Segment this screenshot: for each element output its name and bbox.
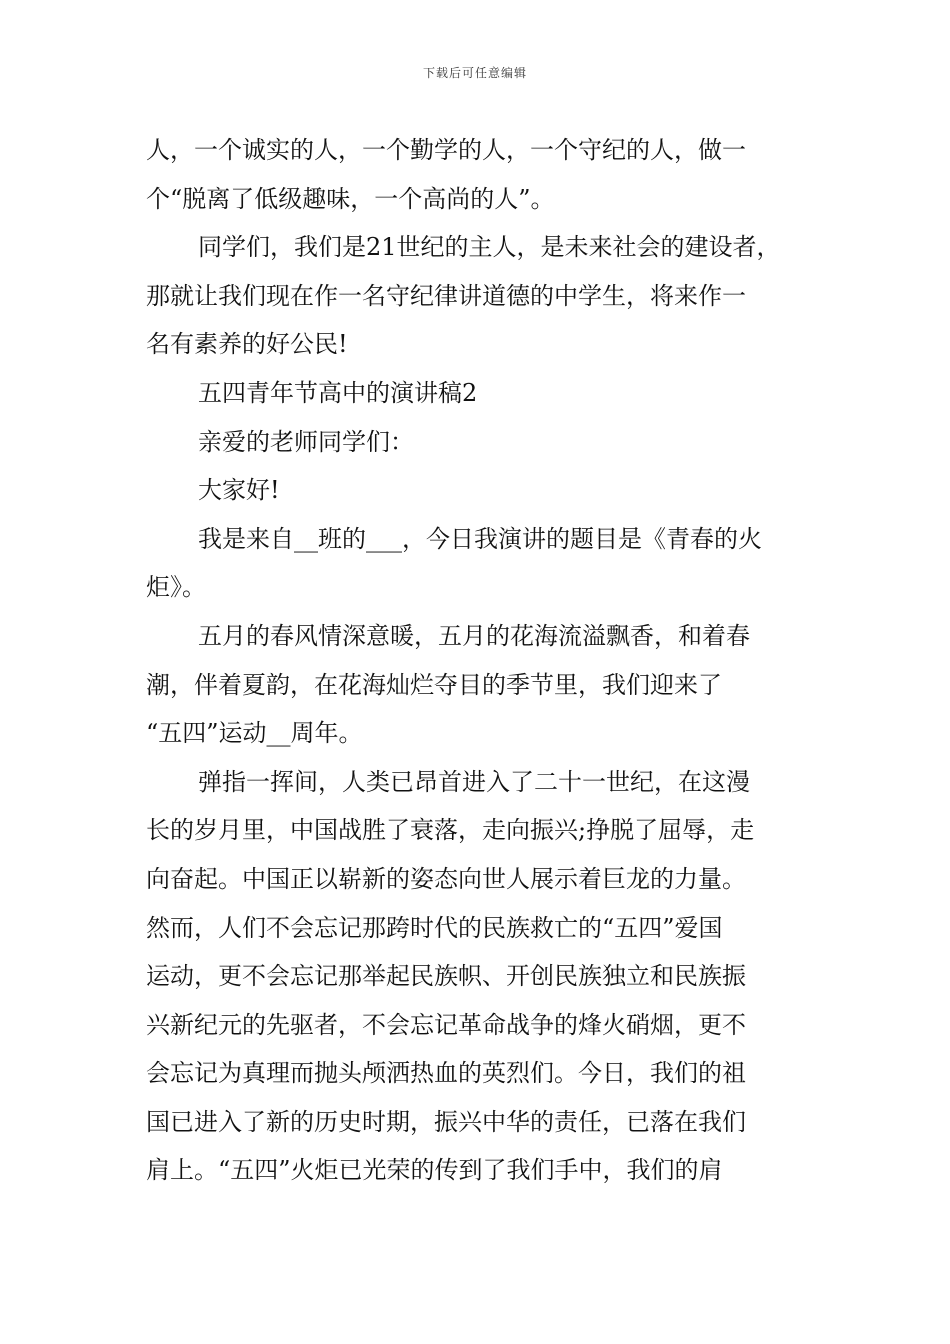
text-line: 弹指一挥间，人类已昂首进入了二十一世纪，在这漫 bbox=[198, 767, 750, 796]
paragraph bbox=[146, 612, 816, 758]
text-line: 运动，更不会忘记那举起民族帜、开创民族独立和民族振 bbox=[146, 962, 746, 991]
greeting bbox=[146, 466, 816, 515]
text-line: 向奋起。中国正以崭新的姿态向世人展示着巨龙的力量。 bbox=[146, 864, 746, 893]
text-line: 国已进入了新的历史时期，振兴中华的责任，已落在我们 bbox=[146, 1107, 746, 1136]
paragraph bbox=[146, 515, 816, 612]
text-line: 兴新纪元的先驱者，不会忘记革命战争的烽火硝烟，更不 bbox=[146, 1010, 746, 1039]
text-line: 肩上。“五四”火炬已光荣的传到了我们手中，我们的肩 bbox=[146, 1156, 723, 1185]
text-line: 那就让我们现在作一名守纪律讲道德的中学生，将来作一 bbox=[146, 281, 746, 310]
text-line: 炬》。 bbox=[146, 573, 206, 602]
text-line: 长的岁月里，中国战胜了衰落，走向振兴;挣脱了屈辱，走 bbox=[146, 816, 755, 845]
document-body bbox=[146, 126, 816, 1195]
text-line: 名有素养的好公民! bbox=[146, 330, 348, 359]
paragraph bbox=[146, 758, 816, 1195]
salutation bbox=[146, 418, 816, 467]
text-line: 会忘记为真理而抛头颅洒热血的英烈们。今日，我们的祖 bbox=[146, 1059, 746, 1088]
text-line: “五四”运动__周年。 bbox=[146, 719, 363, 748]
section-title bbox=[146, 369, 816, 418]
text-line: 个“脱离了低级趣味，一个高尚的人”。 bbox=[146, 184, 555, 213]
page-header: 下载后可任意编辑 bbox=[422, 66, 527, 80]
paragraph bbox=[146, 126, 816, 223]
paragraph bbox=[146, 223, 816, 369]
text-line: 然而，人们不会忘记那跨时代的民族救亡的“五四”爱国 bbox=[146, 913, 723, 942]
text-line: 亲爱的老师同学们： bbox=[198, 427, 414, 456]
text-line: 五月的春风情深意暖，五月的花海流溢飘香，和着春 bbox=[198, 621, 750, 650]
text-line: 同学们，我们是21世纪的主人，是未来社会的建设者， bbox=[198, 233, 781, 262]
text-line: 我是来自__班的___，今日我演讲的题目是《青春的火 bbox=[198, 524, 762, 553]
text-line: 五四青年节高中的演讲稿2 bbox=[198, 378, 478, 407]
text-line: 大家好! bbox=[198, 476, 280, 505]
text-line: 人，一个诚实的人，一个勤学的人，一个守纪的人，做一 bbox=[146, 136, 746, 164]
text-line: 潮，伴着夏韵，在花海灿烂夺目的季节里，我们迎来了 bbox=[146, 670, 722, 699]
